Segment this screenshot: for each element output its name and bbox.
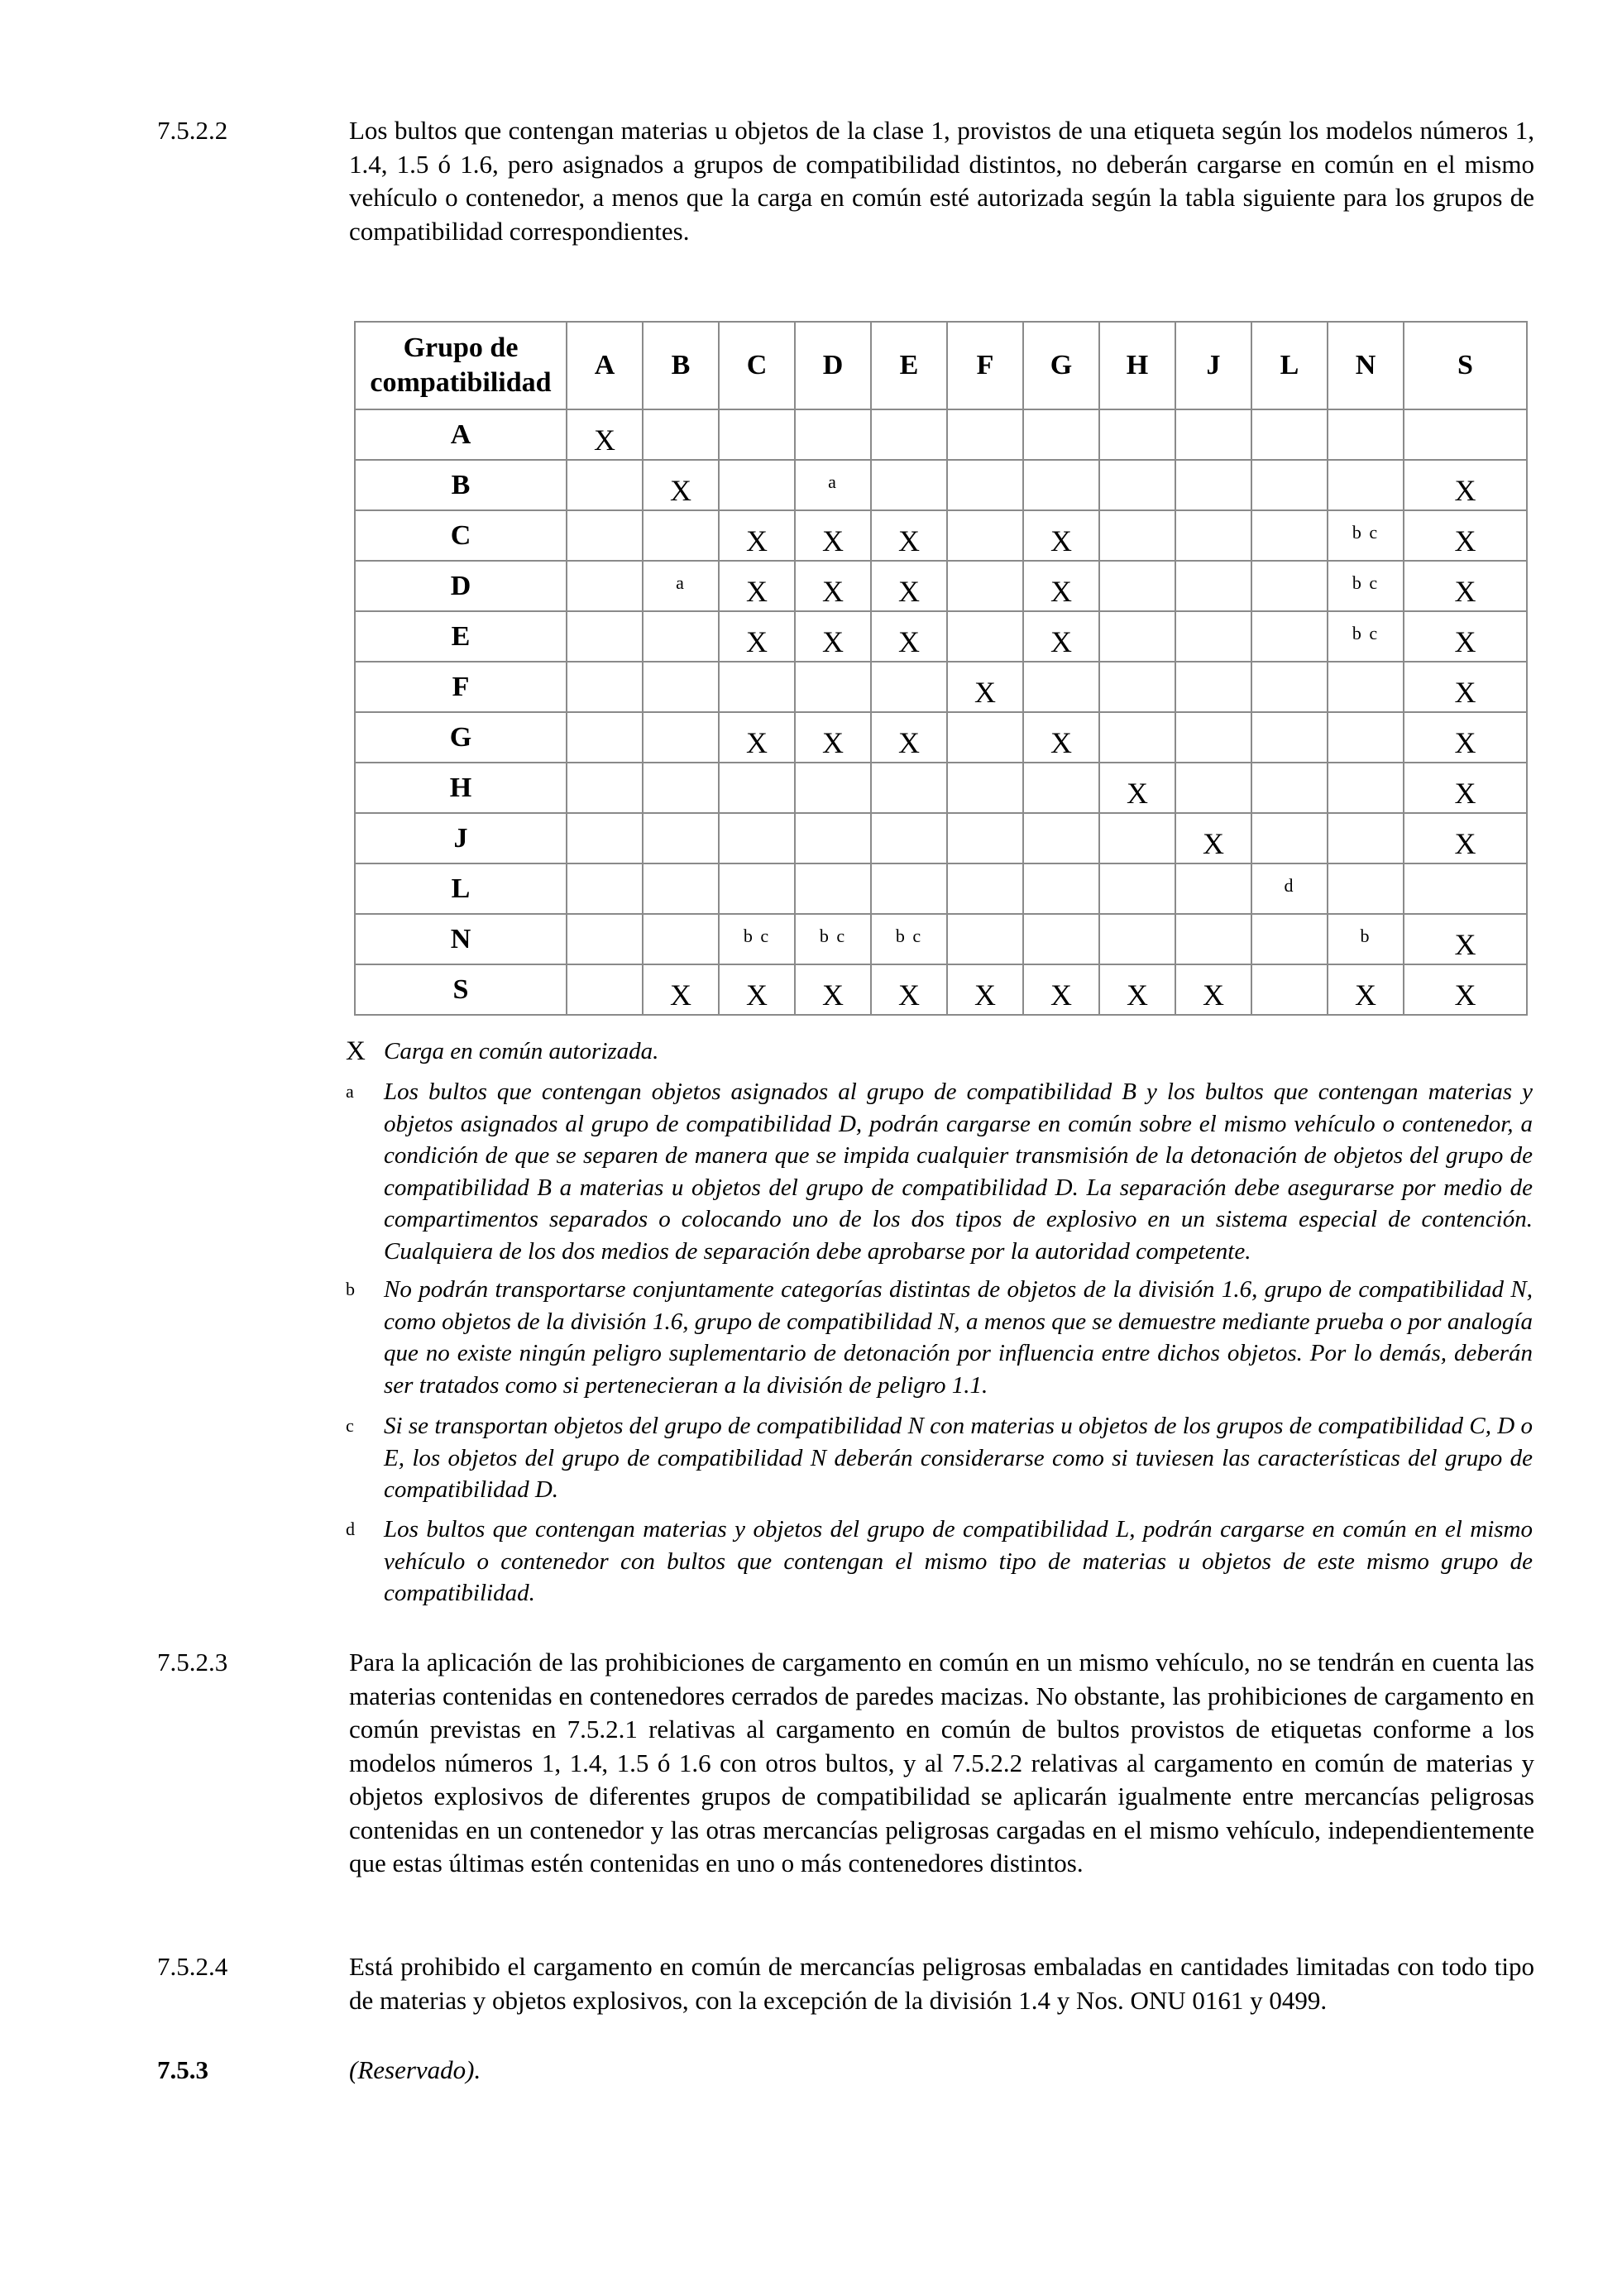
section-number: 7.5.2.4 (157, 1952, 228, 1981)
table-cell (1175, 863, 1251, 914)
cell-note: b (1360, 925, 1371, 946)
table-cell (567, 813, 643, 863)
footnote-text: Los bultos que contengan objetos asignados al grupo de compatibilidad B y los bultos que contengan materias y objetos asignados al grupo de compatibilidad D, podrán cargarse en común sobre el mismo vehículo o contenedor, a condición de que se separen de manera que se impida cualquier transmisión de la detonación de objetos del grupo de compatibilidad B a materias u objetos del grupo de compatibilidad D. La separación debe asegurarse por medio de compartimentos separados o colocando uno de los dos tipos de explosivo en un sistema especial de contención. Cualquiera de los dos medios de separación debe aprobarse por la autoridad competente. (384, 1079, 1533, 1265)
table-cell (567, 460, 643, 510)
table-cell (643, 510, 719, 561)
table-cell (795, 763, 871, 813)
table-cell (1328, 561, 1404, 611)
table-cell (947, 914, 1023, 964)
table-cell (871, 763, 947, 813)
table-cell (795, 611, 871, 662)
table-row (355, 712, 1527, 763)
column-header: C (719, 322, 795, 409)
section-number: 7.5.2.3 (157, 1648, 228, 1677)
allowed-mark: X (1127, 776, 1148, 810)
section-text: Los bultos que contengan materias u objetos de la clase 1, provistos de una etiqueta según los modelos números 1, 1.4, 1.5 ó 1.6, pero asignados a grupos de compatibilidad distintos, no deberán cargarse en común en el mismo vehículo o contenedor, a menos que la carga en común esté autorizada según la tabla siguiente para los grupos de compatibilidad correspondientes. (349, 116, 1534, 246)
table-cell (719, 510, 795, 561)
allowed-mark: X (822, 574, 844, 608)
table-cell (1328, 863, 1404, 914)
table-row (355, 561, 1527, 611)
table-cell (1404, 964, 1527, 1015)
section-7-5-2-3 (157, 1646, 1534, 1881)
table-cell (567, 561, 643, 611)
allowed-mark: X (1050, 574, 1072, 608)
allowed-mark: X (1127, 978, 1148, 1012)
table-cell (1175, 561, 1251, 611)
table-cell (947, 409, 1023, 460)
table-cell (1328, 611, 1404, 662)
table-cell (947, 863, 1023, 914)
table-corner-header: Grupo de compatibilidad (355, 322, 567, 409)
column-header: L (1251, 322, 1328, 409)
cell-note: d (1284, 874, 1295, 896)
section-number: 7.5.2.2 (157, 116, 228, 145)
table-cell (871, 914, 947, 964)
table-cell (1328, 510, 1404, 561)
table-cell (1099, 460, 1175, 510)
table-cell (871, 561, 947, 611)
table-cell (795, 712, 871, 763)
table-cell (1023, 611, 1099, 662)
table-cell (1023, 964, 1099, 1015)
table-cell (1175, 611, 1251, 662)
table-cell (1251, 611, 1328, 662)
allowed-mark: X (822, 624, 844, 658)
row-header: J (355, 813, 567, 863)
table-cell (719, 662, 795, 712)
allowed-mark: X (1454, 776, 1476, 810)
table-row (355, 763, 1527, 813)
table-cell (947, 662, 1023, 712)
column-header: B (643, 322, 719, 409)
column-header: N (1328, 322, 1404, 409)
cell-note: b c (819, 925, 847, 946)
table-cell (1023, 863, 1099, 914)
table-cell (1023, 763, 1099, 813)
table-cell (1328, 460, 1404, 510)
row-header: S (355, 964, 567, 1015)
row-header: H (355, 763, 567, 813)
table-cell (1023, 712, 1099, 763)
table-cell (795, 460, 871, 510)
table-cell (947, 763, 1023, 813)
table-cell (1175, 964, 1251, 1015)
table-cell (871, 611, 947, 662)
table-cell (795, 863, 871, 914)
cell-note: b c (1352, 572, 1380, 593)
table-cell (795, 662, 871, 712)
footnote-mark: d (346, 1519, 355, 1539)
table-cell (1251, 460, 1328, 510)
table-cell (643, 964, 719, 1015)
table-cell (1099, 863, 1175, 914)
table-cell (1251, 863, 1328, 914)
table-cell (1099, 510, 1175, 561)
table-cell (719, 863, 795, 914)
allowed-mark: X (1454, 978, 1476, 1012)
footnote-b (346, 1274, 1533, 1401)
table-cell (567, 409, 643, 460)
allowed-mark: X (898, 524, 920, 557)
table-cell (719, 409, 795, 460)
table-cell (643, 561, 719, 611)
table-cell (1404, 813, 1527, 863)
table-cell (1099, 611, 1175, 662)
column-header: S (1404, 322, 1527, 409)
table-row (355, 662, 1527, 712)
allowed-mark: X (898, 725, 920, 759)
table-header-row (355, 322, 1527, 409)
table-cell (1404, 914, 1527, 964)
row-header: N (355, 914, 567, 964)
section-7-5-2-2 (157, 114, 1534, 248)
table-cell (795, 510, 871, 561)
table-cell (1023, 510, 1099, 561)
table-cell (1328, 712, 1404, 763)
table-cell (1023, 409, 1099, 460)
cell-note: b c (1352, 521, 1380, 543)
allowed-mark: X (746, 574, 768, 608)
table-row (355, 409, 1527, 460)
allowed-mark: X (1355, 978, 1376, 1012)
allowed-mark: X (1454, 675, 1476, 709)
row-header: L (355, 863, 567, 914)
allowed-mark: X (1454, 624, 1476, 658)
table-row (355, 460, 1527, 510)
legend-x-mark: X (346, 1036, 366, 1066)
allowed-mark: X (1203, 826, 1224, 860)
table-cell (1328, 409, 1404, 460)
table-cell (719, 561, 795, 611)
table-row (355, 863, 1527, 914)
compatibility-table (354, 321, 1528, 1016)
table-cell (871, 460, 947, 510)
table-cell (643, 914, 719, 964)
table-cell (643, 409, 719, 460)
column-header: J (1175, 322, 1251, 409)
table-row (355, 964, 1527, 1015)
column-header: F (947, 322, 1023, 409)
table-row (355, 914, 1527, 964)
allowed-mark: X (898, 624, 920, 658)
footnote-text: Si se transportan objetos del grupo de compatibilidad N con materias u objetos de los grupos de compatibilidad C, D o E, los objetos del grupo de compatibilidad N deberán considerarse como si tuviesen las características del grupo de compatibilidad D. (384, 1413, 1533, 1503)
footnote-a (346, 1076, 1533, 1267)
table-cell (1404, 662, 1527, 712)
table-cell (643, 662, 719, 712)
allowed-mark: X (1203, 978, 1224, 1012)
table-cell (1099, 561, 1175, 611)
section-text: (Reservado). (349, 2055, 481, 2084)
column-header: H (1099, 322, 1175, 409)
table-cell (1328, 662, 1404, 712)
table-cell (1251, 813, 1328, 863)
row-header: F (355, 662, 567, 712)
cell-note: a (828, 471, 838, 492)
column-header: E (871, 322, 947, 409)
table-row (355, 510, 1527, 561)
allowed-mark: X (746, 978, 768, 1012)
table-cell (1328, 914, 1404, 964)
table-cell (719, 813, 795, 863)
cell-note: b c (743, 925, 771, 946)
column-header: A (567, 322, 643, 409)
table-cell (871, 662, 947, 712)
allowed-mark: X (746, 624, 768, 658)
table-cell (1175, 510, 1251, 561)
table-cell (947, 611, 1023, 662)
table-cell (719, 914, 795, 964)
row-header: B (355, 460, 567, 510)
allowed-mark: X (822, 978, 844, 1012)
table-cell (643, 460, 719, 510)
column-header: G (1023, 322, 1099, 409)
table-cell (1404, 712, 1527, 763)
table-cell (1099, 914, 1175, 964)
table-cell (1328, 763, 1404, 813)
table-cell (1023, 914, 1099, 964)
table-cell (1099, 813, 1175, 863)
legend-x (346, 1036, 1533, 1068)
table-cell (1251, 712, 1328, 763)
table-cell (1404, 510, 1527, 561)
allowed-mark: X (898, 978, 920, 1012)
table-cell (1099, 662, 1175, 712)
table-cell (567, 914, 643, 964)
allowed-mark: X (1050, 624, 1072, 658)
table-cell (1175, 813, 1251, 863)
table-cell (567, 964, 643, 1015)
table-cell (1251, 409, 1328, 460)
table-cell (1175, 914, 1251, 964)
table-cell (567, 662, 643, 712)
allowed-mark: X (1454, 524, 1476, 557)
cell-note: b c (1352, 622, 1380, 643)
table-cell (871, 712, 947, 763)
row-header: A (355, 409, 567, 460)
allowed-mark: X (898, 574, 920, 608)
footnote-mark: a (346, 1081, 354, 1102)
table-cell (871, 409, 947, 460)
table-cell (1404, 611, 1527, 662)
table-cell (1404, 863, 1527, 914)
allowed-mark: X (746, 524, 768, 557)
table-cell (1023, 460, 1099, 510)
footnote-c (346, 1410, 1533, 1506)
table-cell (567, 863, 643, 914)
allowed-mark: X (594, 423, 615, 457)
section-7-5-2-4 (157, 1950, 1534, 2017)
table-cell (1175, 763, 1251, 813)
allowed-mark: X (1454, 725, 1476, 759)
table-cell (1251, 662, 1328, 712)
table-cell (1328, 964, 1404, 1015)
row-header: D (355, 561, 567, 611)
table-cell (1175, 712, 1251, 763)
table-cell (567, 510, 643, 561)
allowed-mark: X (1454, 826, 1476, 860)
table-cell (1175, 460, 1251, 510)
table-cell (795, 813, 871, 863)
allowed-mark: X (822, 725, 844, 759)
table-cell (871, 510, 947, 561)
table-cell (871, 813, 947, 863)
table-cell (947, 510, 1023, 561)
footnote-text: No podrán transportarse conjuntamente categorías distintas de objetos de la división 1.6, grupo de compatibilidad N, como objetos de la división 1.6, grupo de compatibilidad N, a menos que se demuestre mediante prueba o por analogía que no existe ningún peligro suplementario de detonación por influencia entre dichos objetos. Por lo demás, deberán ser tratados como si pertenecieran a la división de peligro 1.1. (384, 1276, 1533, 1399)
footnote-text: Los bultos que contengan materias y objetos del grupo de compatibilidad L, podrán cargarse en común en el mismo vehículo o contenedor con bultos que contengan el mismo tipo de materias u objetos de este mismo grupo de compatibilidad. (384, 1516, 1533, 1606)
table-cell (1099, 409, 1175, 460)
allowed-mark: X (1454, 574, 1476, 608)
allowed-mark: X (974, 978, 996, 1012)
table-cell (947, 964, 1023, 1015)
footnote-mark: b (346, 1279, 355, 1299)
table-cell (871, 863, 947, 914)
table-cell (871, 964, 947, 1015)
table-cell (567, 611, 643, 662)
table-cell (1328, 813, 1404, 863)
table-cell (1404, 763, 1527, 813)
allowed-mark: X (746, 725, 768, 759)
table-cell (1251, 964, 1328, 1015)
section-7-5-3 (157, 2054, 1534, 2088)
table-cell (1023, 813, 1099, 863)
table-cell (1023, 561, 1099, 611)
allowed-mark: X (1050, 725, 1072, 759)
table-cell (1099, 712, 1175, 763)
table-body (355, 409, 1527, 1015)
table-cell (795, 409, 871, 460)
table-cell (567, 763, 643, 813)
section-text: Para la aplicación de las prohibiciones de cargamento en común en un mismo vehículo, no se tendrán en cuenta las materias contenidas en contenedores cerrados de paredes macizas. No obstante, las prohibiciones de cargamento en común previstas en 7.5.2.1 relativas al cargamento en común de bultos provistos de etiquetas conforme a los modelos números 1, 1.4, 1.5 ó 1.6 con otros bultos, y al 7.5.2.2 relativas al cargamento en común de materias y objetos explosivos de diferentes grupos de compatibilidad se aplicarán igualmente entre mercancías peligrosas contenidas en un contenedor y las otras mercancías peligrosas cargadas en el mismo vehículo, independientemente que estas últimas estén contenidas en uno o más contenedores distintos. (349, 1648, 1534, 1877)
table-cell (1099, 763, 1175, 813)
table-cell (1175, 409, 1251, 460)
table-cell (1023, 662, 1099, 712)
table-cell (947, 561, 1023, 611)
table-cell (719, 964, 795, 1015)
section-text: Está prohibido el cargamento en común de mercancías peligrosas embaladas en cantidades limitadas con todo tipo de materias y objetos explosivos, con la excepción de la división 1.4 y Nos. ONU 0161 y 0499. (349, 1952, 1534, 2015)
table-cell (795, 964, 871, 1015)
cell-note: a (676, 572, 686, 593)
table-cell (947, 712, 1023, 763)
table-cell (795, 914, 871, 964)
row-header: E (355, 611, 567, 662)
cell-note: b c (895, 925, 923, 946)
allowed-mark: X (670, 978, 691, 1012)
footnote-mark: c (346, 1415, 354, 1436)
table-cell (719, 460, 795, 510)
table-cell (1251, 561, 1328, 611)
table-cell (1099, 964, 1175, 1015)
table-cell (719, 763, 795, 813)
table-row (355, 813, 1527, 863)
table-cell (947, 813, 1023, 863)
table-cell (643, 712, 719, 763)
table-cell (947, 460, 1023, 510)
allowed-mark: X (974, 675, 996, 709)
column-header: D (795, 322, 871, 409)
table-cell (719, 712, 795, 763)
table-cell (1404, 561, 1527, 611)
table-cell (1251, 763, 1328, 813)
allowed-mark: X (1454, 473, 1476, 507)
allowed-mark: X (670, 473, 691, 507)
table-cell (719, 611, 795, 662)
section-number: 7.5.3 (157, 2055, 208, 2084)
table-cell (643, 863, 719, 914)
table-cell (567, 712, 643, 763)
table-row (355, 611, 1527, 662)
table-cell (1251, 510, 1328, 561)
table-cell (1404, 460, 1527, 510)
table-cell (643, 813, 719, 863)
row-header: G (355, 712, 567, 763)
table-cell (1251, 914, 1328, 964)
allowed-mark: X (1050, 978, 1072, 1012)
footnote-d (346, 1514, 1533, 1610)
table-cell (795, 561, 871, 611)
legend-x-text: Carga en común autorizada. (384, 1038, 659, 1064)
table-cell (1404, 409, 1527, 460)
row-header: C (355, 510, 567, 561)
table-cell (1175, 662, 1251, 712)
allowed-mark: X (1454, 927, 1476, 961)
allowed-mark: X (822, 524, 844, 557)
table-cell (643, 611, 719, 662)
allowed-mark: X (1050, 524, 1072, 557)
table-cell (643, 763, 719, 813)
